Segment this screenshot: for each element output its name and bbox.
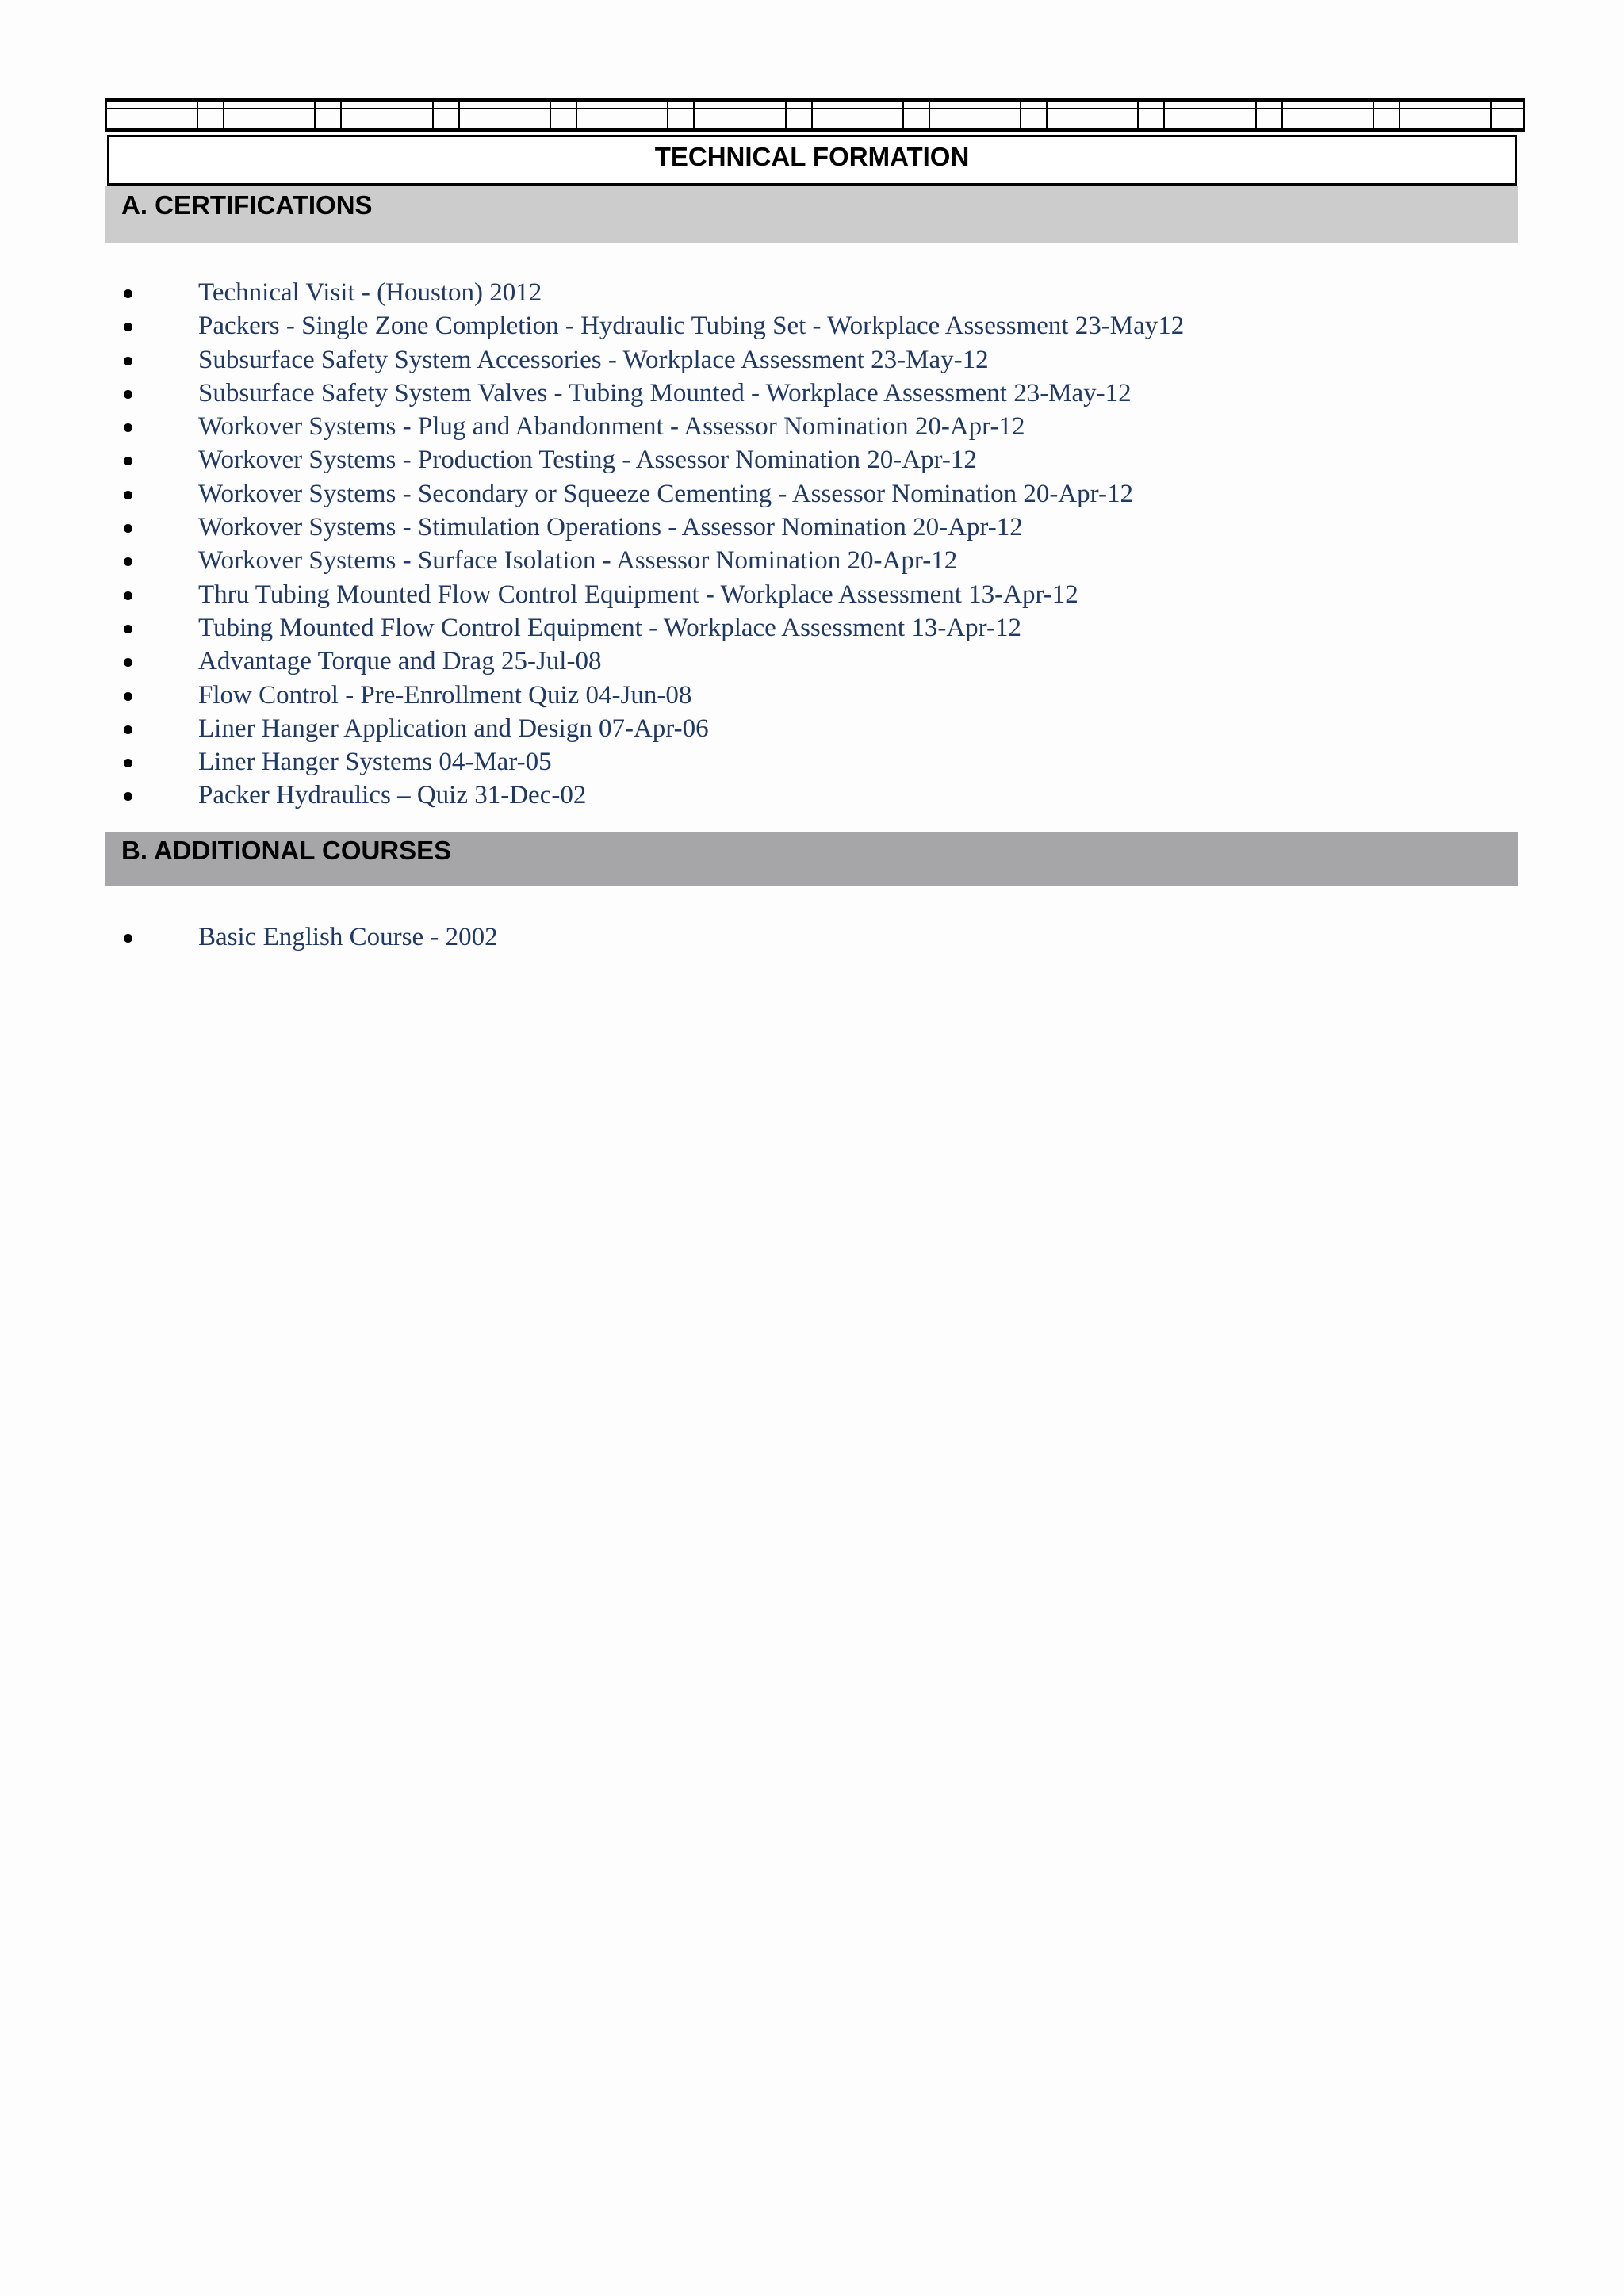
bullet-icon xyxy=(124,658,132,667)
border-tick xyxy=(1255,102,1257,129)
list-item-text: Workover Systems - Plug and Abandonment - Assessor Nomination 20-Apr-12 xyxy=(198,412,1025,442)
border-tick xyxy=(340,102,342,129)
list-item-text: Tubing Mounted Flow Control Equipment - Workplace Assessment 13-Apr-12 xyxy=(198,613,1021,642)
border-tick xyxy=(197,102,198,129)
border-line xyxy=(105,128,1525,132)
list-item-text: Liner Hanger Systems 04-Mar-05 xyxy=(198,748,552,777)
border-tick xyxy=(1020,102,1021,129)
border-tick xyxy=(693,102,695,129)
bullet-icon xyxy=(124,557,132,566)
list-item-text: Workover Systems - Production Testing - Assessor Nomination 20-Apr-12 xyxy=(198,446,977,475)
border-tick xyxy=(1490,102,1492,129)
border-tick xyxy=(785,102,787,129)
list-item-text: Packers - Single Zone Completion - Hydraulic Tubing Set - Workplace Assessment 23-May12 xyxy=(198,312,1185,341)
bullet-icon xyxy=(124,591,132,600)
list-item-text: Subsurface Safety System Valves - Tubing Mounted - Workplace Assessment 23-May-12 xyxy=(198,378,1132,408)
border-tick xyxy=(1523,102,1525,129)
border-tick xyxy=(576,102,577,129)
border-tick xyxy=(929,102,930,129)
section-heading-certifications: A. CERTIFICATIONS xyxy=(105,186,1518,243)
border-tick xyxy=(432,102,434,129)
border-line xyxy=(105,98,1525,102)
bullet-icon xyxy=(124,524,132,533)
border-tick xyxy=(1399,102,1400,129)
bullet-icon xyxy=(124,390,132,399)
border-tick xyxy=(1046,102,1048,129)
list-item-text: Workover Systems - Surface Isolation - Assessor Nomination 20-Apr-12 xyxy=(198,546,958,576)
border-tick xyxy=(1373,102,1374,129)
border-tick xyxy=(550,102,551,129)
border-tick xyxy=(223,102,224,129)
list-item-text: Liner Hanger Application and Design 07-Apr-06 xyxy=(198,714,709,743)
list-item-text: Flow Control - Pre-Enrollment Quiz 04-Jun-08 xyxy=(198,680,692,710)
bullet-icon xyxy=(124,289,132,298)
border-tick xyxy=(314,102,316,129)
list-item-text: Packer Hydraulics – Quiz 31-Dec-02 xyxy=(198,781,587,810)
bullet-icon xyxy=(124,692,132,701)
bullet-icon xyxy=(124,423,132,432)
border-tick xyxy=(458,102,460,129)
decorative-top-border xyxy=(105,98,1525,135)
page-title: TECHNICAL FORMATION xyxy=(107,135,1517,186)
border-tick xyxy=(667,102,668,129)
border-line xyxy=(105,108,1525,109)
list-item-text: Workover Systems - Secondary or Squeeze Cementing - Assessor Nomination 20-Apr-12 xyxy=(198,479,1133,508)
list-item-text: Technical Visit - (Houston) 2012 xyxy=(198,278,542,307)
bullet-icon xyxy=(124,457,132,465)
bullet-icon xyxy=(124,323,132,331)
border-tick xyxy=(902,102,904,129)
border-tick xyxy=(1163,102,1165,129)
bullet-icon xyxy=(124,934,132,943)
list-item-text: Subsurface Safety System Accessories - Workplace Assessment 23-May-12 xyxy=(198,345,989,374)
bullet-icon xyxy=(124,725,132,734)
bullet-icon xyxy=(124,792,132,801)
border-tick xyxy=(1281,102,1283,129)
bullet-icon xyxy=(124,625,132,633)
list-item-text: Basic English Course - 2002 xyxy=(198,923,498,951)
list-item-text: Workover Systems - Stimulation Operations - Assessor Nomination 20-Apr-12 xyxy=(198,513,1023,542)
border-tick xyxy=(105,102,107,129)
bullet-icon xyxy=(124,759,132,767)
list-item-text: Thru Tubing Mounted Flow Control Equipment - Workplace Assessment 13-Apr-12 xyxy=(198,580,1078,609)
bullet-icon xyxy=(124,357,132,365)
section-heading-additional-courses: B. ADDITIONAL COURSES xyxy=(105,832,1518,886)
list-item-text: Advantage Torque and Drag 25-Jul-08 xyxy=(198,647,602,676)
border-tick xyxy=(811,102,813,129)
border-tick xyxy=(1137,102,1139,129)
bullet-icon xyxy=(124,491,132,499)
